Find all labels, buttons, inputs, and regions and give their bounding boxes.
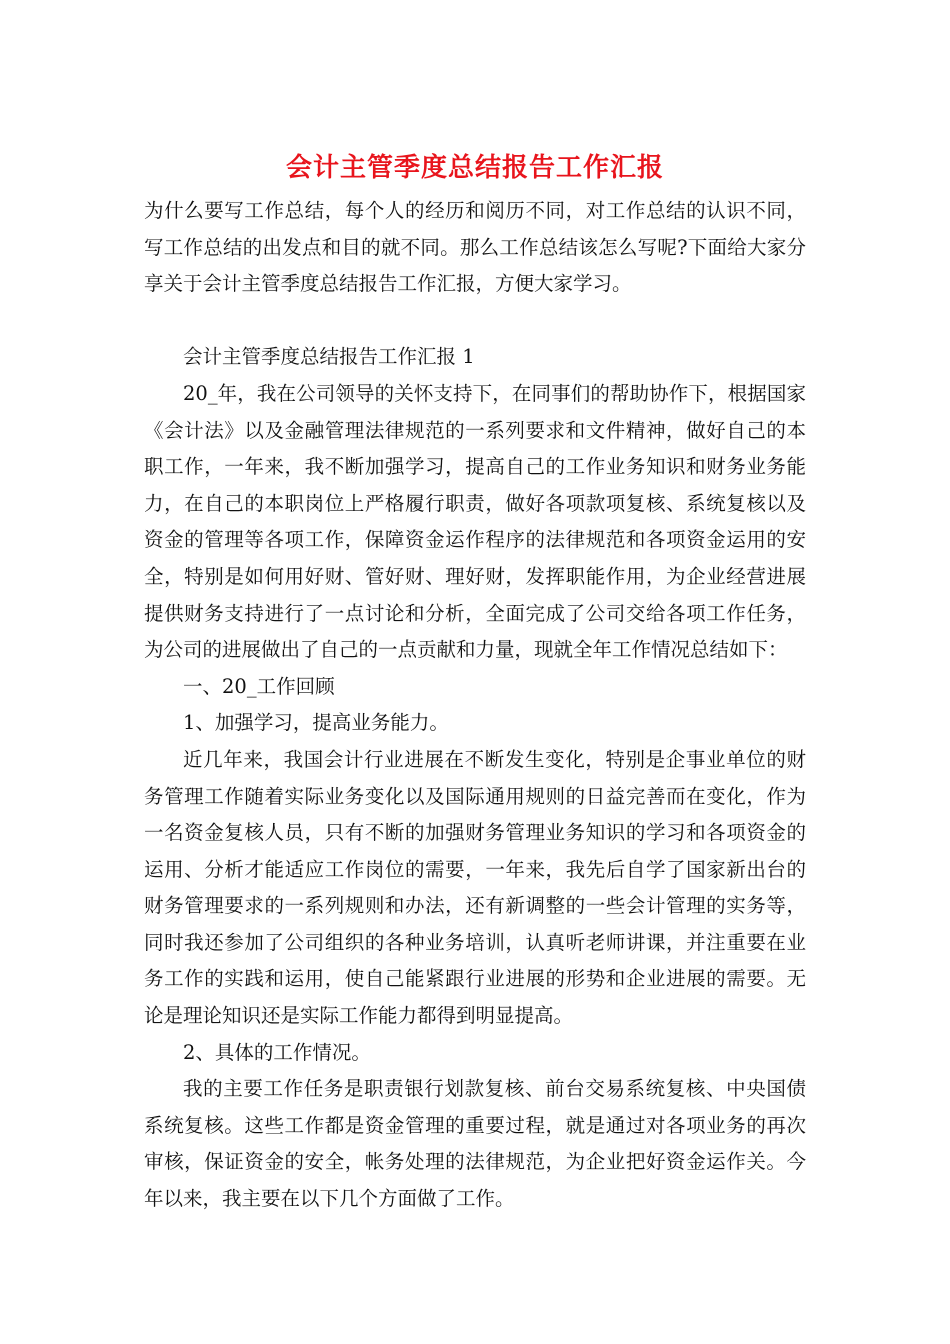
paragraph-gap [144,303,806,340]
study-heading: 1、加强学习，提高业务能力。 [183,711,449,735]
body-paragraph-2: 近几年来，我国会计行业进展在不断发生变化，特别是企事业单位的财务管理工作随着实际业务变化以及国际通用规则的日益完善而在变化，作为一名资金复核人员，只有不断的加强财务管理业务知识的学习和各项资金的运用、分析才能适应工作岗位的需要，一年来，我先后自学了国家新出台的财务管理要求的一系列规则和办法，还有新调整的一些会计管理的实务等，同时我还参加了公司组织的各种业务培训，认真听老师讲课，并注重要在业务工作的实践和运用，使自己能紧跟行业进展的形势和企业进展的需要。无论是理论知识还是实际工作能力都得到明显提高。 [144,747,806,1028]
section-heading: 会计主管季度总结报告工作汇报 1 [183,345,475,369]
review-heading: 一、20_工作回顾 [183,674,335,698]
body-paragraph-1: 20_年，我在公司领导的关怀支持下，在同事们的帮助协作下，根据国家《会计法》以及金融管理法律规范的一系列要求和文件精神，做好自己的本职工作，一年来，我不断加强学习，提高自己的工作业务知识和财务业务能力，在自己的本职岗位上严格履行职责，做好各项款项复核、系统复核以及资金的管理等各项工作，保障资金运作程序的法律规范和各项资金运用的安全，特别是如何用好财、管好财、理好财，发挥职能作用，为企业经营进展提供财务支持进行了一点讨论和分析，全面完成了公司交给各项工作任务，为公司的进展做出了自己的一点贡献和力量，现就全年工作情况总结如下： [144,381,806,662]
document-title: 会计主管季度总结报告工作汇报 [285,153,664,183]
work-heading: 2、具体的工作情况。 [183,1040,371,1064]
intro-paragraph: 为什么要写工作总结，每个人的经历和阅历不同，对工作总结的认识不同，写工作总结的出发点和目的就不同。那么工作总结该怎么写呢?下面给大家分享关于会计主管季度总结报告工作汇报，方便大家学习。 [144,199,806,296]
document-body [144,193,806,1218]
body-paragraph-3: 我的主要工作任务是职责银行划款复核、前台交易系统复核、中央国债系统复核。这些工作都是资金管理的重要过程，就是通过对各项业务的再次审核，保证资金的安全，帐务处理的法律规范，为企业把好资金运作关。今年以来，我主要在以下几个方面做了工作。 [144,1077,806,1211]
